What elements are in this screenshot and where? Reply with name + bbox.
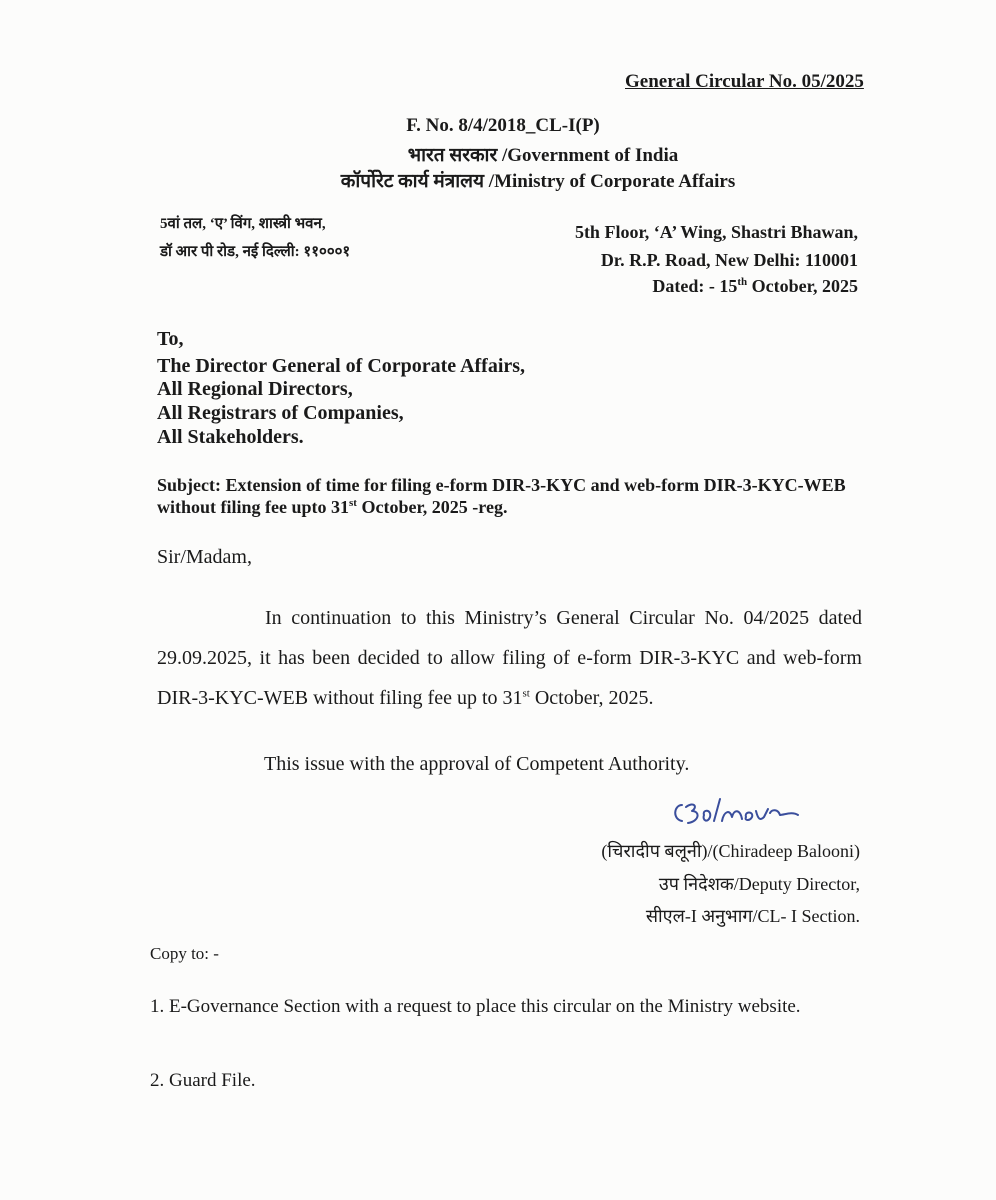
signatory-section: सीएल-I अनुभाग/CL- I Section. bbox=[645, 906, 860, 926]
copy-item: 1. E-Governance Section with a request to place this circular on the Ministry website. bbox=[150, 996, 801, 1017]
circular-number: General Circular No. 05/2025 bbox=[625, 71, 864, 92]
english-address-line1: 5th Floor, ‘A’ Wing, Shastri Bhawan, bbox=[574, 222, 858, 242]
approval-line: This issue with the approval of Competent Authority. bbox=[264, 753, 690, 775]
subject-sup: st bbox=[349, 497, 357, 509]
english-address-line2: Dr. R.P. Road, New Delhi: 110001 bbox=[600, 250, 858, 270]
body-paragraph bbox=[157, 598, 862, 718]
handwritten-signature bbox=[668, 793, 818, 833]
subject-text-end: October, 2025 -reg. bbox=[356, 497, 508, 517]
subject-text: Subject: Extension of time for filing e-form DIR-3-KYC and web-form DIR-3-KYC-WEB without filing fee upto 31 bbox=[157, 475, 846, 517]
recipient-item: All Regional Directors, bbox=[157, 378, 353, 400]
date-prefix: Dated: - 15 bbox=[652, 276, 738, 296]
body-text-end: October, 2025. bbox=[529, 687, 654, 709]
copy-item: 2. Guard File. bbox=[150, 1070, 256, 1091]
signatory-name: (चिरादीप बलूनी)/(Chiradeep Balooni) bbox=[601, 841, 860, 861]
recipient-item: All Registrars of Companies, bbox=[157, 402, 404, 424]
government-line: भारत सरकार /Government of India bbox=[407, 145, 679, 166]
date-suffix: October, 2025 bbox=[747, 276, 858, 296]
recipient-item: The Director General of Corporate Affairs, bbox=[157, 355, 526, 377]
recipient-item: All Stakeholders. bbox=[157, 426, 304, 448]
hindi-address-line1: 5वां तल, ‘ए’ विंग, शास्त्री भवन, bbox=[160, 216, 326, 232]
letter-date bbox=[652, 276, 858, 297]
signature-image bbox=[668, 793, 818, 838]
body-sup: st bbox=[522, 687, 530, 700]
copy-to-label: Copy to: - bbox=[150, 944, 219, 963]
body-text: In continuation to this Ministry’s General Circular No. 04/2025 dated 29.09.2025, it has been decided to allow filing of e-form DIR-3-KYC and web-form DIR-3-KYC-WEB without filing fee up to 31 bbox=[157, 607, 862, 709]
signatory-designation: उप निदेशक/Deputy Director, bbox=[658, 874, 860, 894]
subject-line bbox=[157, 474, 867, 518]
date-sup: th bbox=[737, 276, 748, 288]
ministry-line: कॉर्पोरेट कार्य मंत्रालय /Ministry of Corporate Affairs bbox=[340, 171, 736, 192]
file-number: F. No. 8/4/2018_CL-I(P) bbox=[406, 115, 600, 136]
to-label: To, bbox=[157, 328, 184, 350]
hindi-address-line2: डॉ आर पी रोड, नई दिल्ली: ११०००१ bbox=[160, 244, 351, 260]
salutation: Sir/Madam, bbox=[157, 546, 252, 568]
